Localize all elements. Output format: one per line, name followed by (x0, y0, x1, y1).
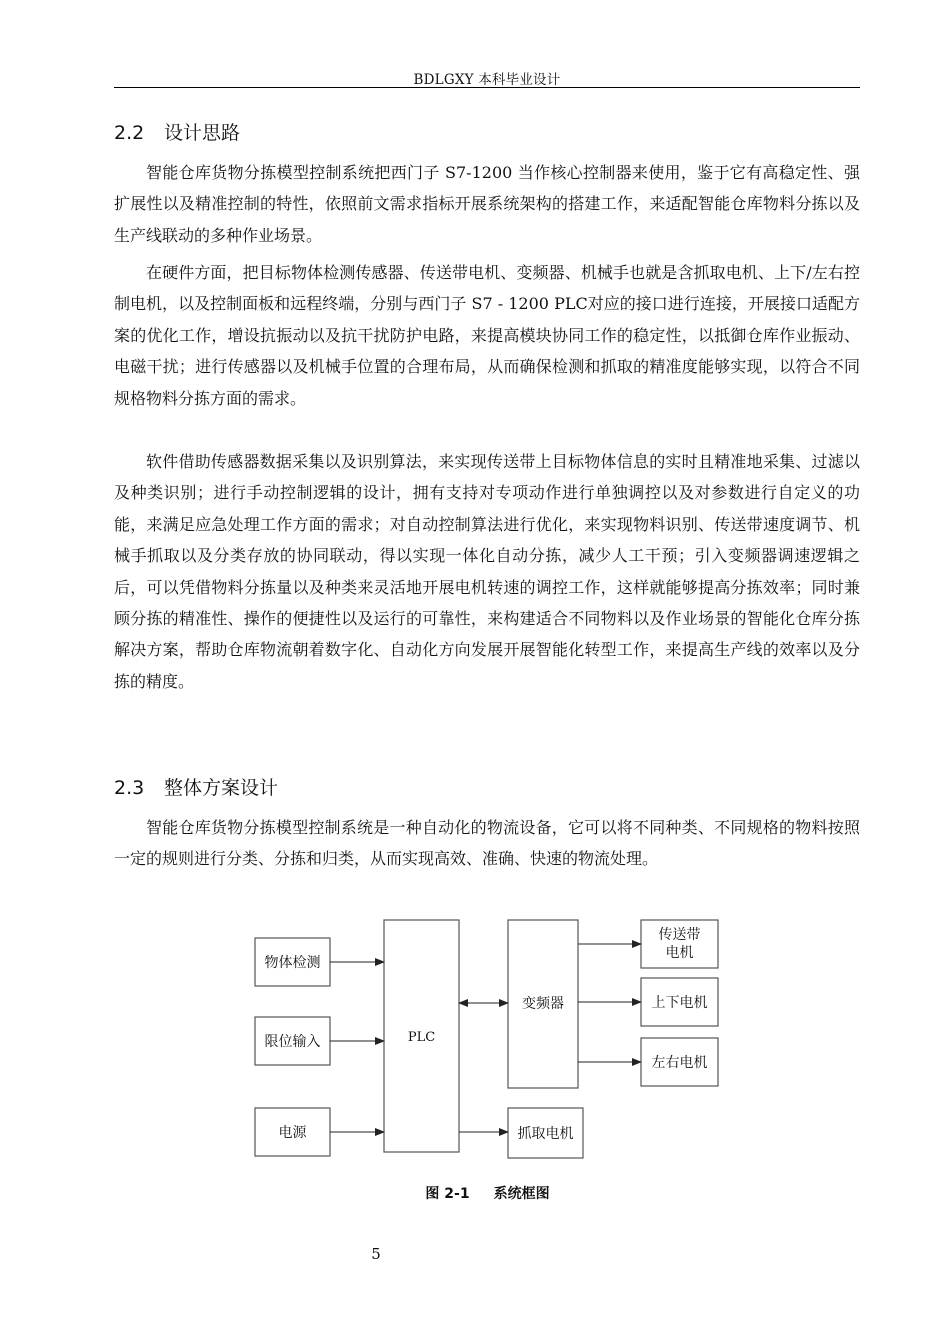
label-plc: PLC (407, 1030, 436, 1045)
paragraph: 智能仓库货物分拣模型控制系统是一种自动化的物流设备，它可以将不同种类、不同规格的物料按照一定的规则进行分类、分拣和归类，从而实现高效、准确、快速的物流处理。 (114, 818, 860, 869)
label-leftright-motor: 左右电机 (651, 1055, 708, 1071)
label-limit-input: 限位输入 (264, 1034, 321, 1050)
section-number: 2.2 (114, 122, 145, 144)
label-grab-motor: 抓取电机 (517, 1126, 574, 1142)
label-updown-motor: 上下电机 (651, 995, 708, 1011)
label-object-detection: 物体检测 (264, 955, 321, 971)
section-number: 2.3 (114, 777, 145, 799)
label-inverter: 变频器 (522, 996, 564, 1012)
label-conveyor-motor: 电机 (665, 945, 694, 961)
paragraph: 智能仓库货物分拣模型控制系统把西门子 S7-1200 当作核心控制器来使用，鉴于它有高稳定性、强扩展性以及精准控制的特性，依照前文需求指标开展系统架构的搭建工作，来适配智能仓库物料分拣以及生产线联动的多种作业场景。 (114, 163, 860, 245)
paragraph: 软件借助传感器数据采集以及识别算法，来实现传送带上目标物体信息的实时且精准地采集、过滤以及种类识别；进行手动控制逻辑的设计，拥有支持对专项动作进行单独调控以及对参数进行自定义的功能，来满足应急处理工作方面的需求；对自动控制算法进行优化，来实现物料识别、传送带速度调节、机械手抓取以及分类存放的协同联动，得以实现一体化自动分拣，减少人工干预；引入变频器调速逻辑之后，可以凭借物料分拣量以及种类来灵活地开展电机转速的调控工作，这样就能够提高分拣效率；同时兼顾分拣的精准性、操作的便捷性以及运行的可靠性，来构建适合不同物料以及作业场景的智能化仓库分拣解决方案，帮助仓库物流朝着数字化、自动化方向发展开展智能化转型工作，来提高生产线的效率以及分拣的精度。 (114, 452, 860, 691)
page-number: 5 (371, 1245, 381, 1263)
section-title: 整体方案设计 (164, 777, 279, 799)
running-header: BDLGXY 本科毕业设计 (413, 72, 561, 88)
figure-title: 系统框图 (493, 1186, 550, 1202)
label-power: 电源 (278, 1125, 307, 1141)
section-title: 设计思路 (164, 122, 241, 144)
label-conveyor: 传送带 (658, 927, 701, 943)
paragraph: 在硬件方面，把目标物体检测传感器、传送带电机、变频器、机械手也就是含抓取电机、上下/左右控制电机，以及控制面板和远程终端，分别与西门子 S7 - 1200 PLC对应的接口进行连接，开展接口适配方案的优化工作，增设抗振动以及抗干扰防护电路，来提高模块协同工作的稳定性，以抵御仓库作业振动、电磁干扰；进行传感器以及机械手位置的合理布局，从而确保检测和抓取的精准度能够实现，以符合不同规格物料分拣方面的需求。 (114, 263, 860, 408)
figure-number: 图 2-1 (425, 1186, 470, 1202)
figure-caption (0, 1183, 950, 1203)
